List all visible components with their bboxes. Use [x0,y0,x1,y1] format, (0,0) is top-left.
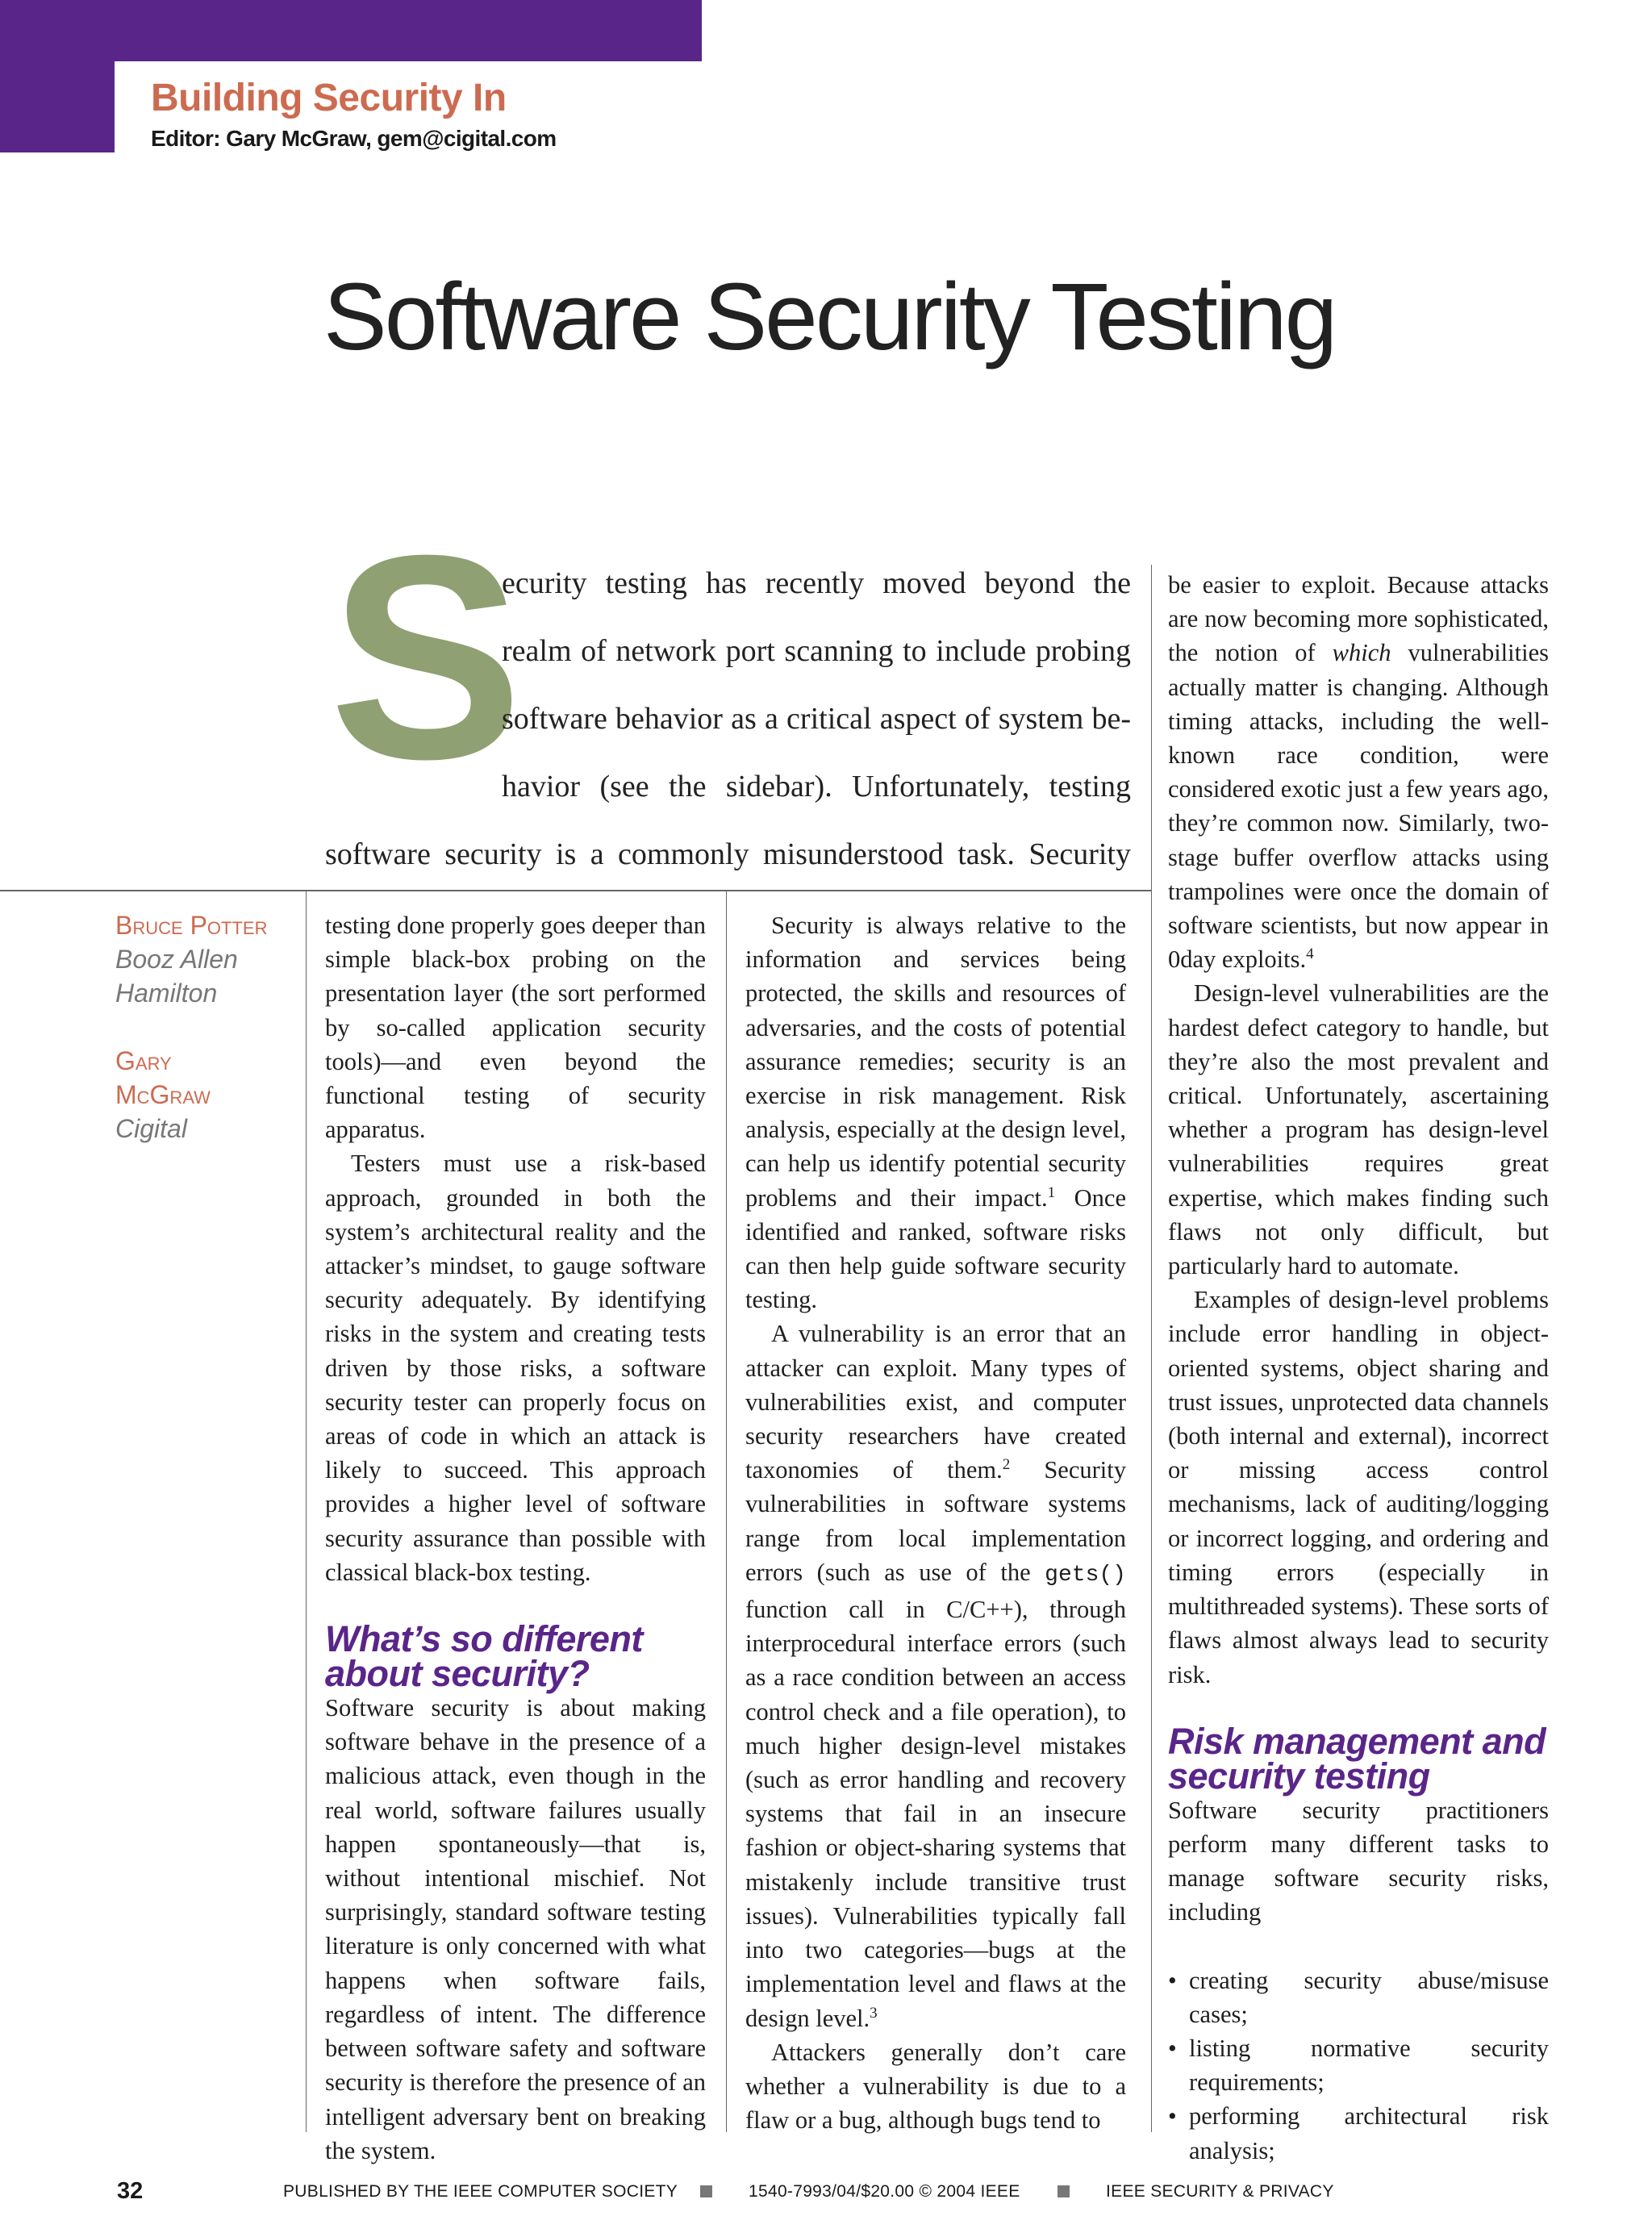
header-purple-tab [0,61,115,152]
paragraph [745,1317,1126,2035]
text-run: Security is always relative to the information and services being protected, the skills and resources of adversaries, and the costs of potential assurance remedies; security is an exercise in risk management. Risk analysis, especially at the design level, can help us identify potential security problems and their impact. [745,912,1126,1212]
list-item: • listing normative security requirements; [1168,2031,1549,2099]
page-footer [0,2178,1652,2206]
footnote-ref: 2 [1002,1456,1011,1474]
department-editor: Editor: Gary McGraw, gem@cigital.com [151,126,557,151]
list-item: • creating security abuse/misuse cases; [1168,1964,1549,2031]
author-name: Gary [115,1046,172,1075]
author-name: McGraw [115,1080,211,1109]
paragraph: Software security practitioners perform many different tasks to manage software security risks, including [1168,1796,1549,1926]
footnote-ref: 4 [1306,945,1314,963]
paragraph: Attackers generally don’t care whether a vulnerability is due to a flaw or a bug, although bugs tend to [745,2038,1126,2135]
lead-line: software behavior as a critical aspect of system be- [502,702,1131,736]
paragraph: Software security is about making software behave in the presence of a malicious attack, even though in the real world, software failures usually happen spontaneously—that is, without intentional mischief. Not surprisingly, standard software testing literature is only concerned with what happens when software fails, regardless of intent. The difference between software safety and software security is therefore the presence of an intelligent adversary bent on breaking the system. [325,1694,706,2164]
footnote-ref: 3 [870,2004,878,2022]
divider-horizontal [0,890,1151,891]
text-run: Security vulnerabilities in software systems range from local implementation errors (such as use of the [745,1456,1126,1586]
emphasis: which [1332,639,1391,667]
column-divider-2 [726,890,727,2132]
page-number: 32 [117,2178,144,2204]
text-run: function call in C/C++), through interprocedural interface errors (such as a race condition between an access control check and a file operation), to much higher design-level mistakes (such as error handling and recovery systems that fail in an insecure fashion or object-sharing systems that mistakenly include transitive trust issues). Vulnerabilities typically fall into two categories—bugs at the implementation level and flaws at the design level. [745,1596,1126,2032]
section-heading: What’s so different about security? [325,1618,643,1695]
header-purple-bar [0,0,702,61]
column-divider-3 [1151,565,1152,2132]
footer-magazine: IEEE SECURITY & PRIVACY [1106,2182,1334,2201]
author-affiliation: Hamilton [115,979,218,1008]
footnote-ref: 1 [1047,1183,1056,1201]
article-title: Software Security Testing [323,264,1336,370]
footer-publisher: PUBLISHED BY THE IEEE COMPUTER SOCIETY [283,2182,678,2201]
department-title: Building Security In [151,77,507,119]
body-column-2 [745,908,1126,2137]
footer-issn: 1540-7993/04/$20.00 © 2004 IEEE [749,2182,1020,2201]
text-run: A vulnerability is an error that an attacker can exploit. Many types of vulnerabilities exist, and computer security researchers have created taxonomies of them. [745,1320,1126,1484]
paragraph: Examples of design-level problems include error handling in object-oriented systems, object sharing and trust issues, unprotected data channels (both internal and external), incorrect or missing access control mechanisms, lack of auditing/logging or incorrect logging, and ordering and timing errors (especially in multithreaded systems). These sorts of flaws almost always lead to security risk. [1168,1286,1549,1688]
header-tab-cutout-right [702,61,1652,152]
text-run: Once identified and ranked, software risks can then help guide software security testing. [745,1183,1126,1314]
paragraph [745,908,1126,1317]
author-block [115,908,293,1146]
text-run: be easier to exploit. Because attacks are now becoming more sophisticated, the notion of [1168,571,1549,667]
lead-line: havior (see the sidebar). Unfortunately, testing [502,770,1131,803]
paragraph [1168,568,1549,976]
footer-separator [700,2185,712,2197]
paragraph: Design-level vulnerabilities are the hardest defect category to handle, but they’re also the most prevalent and critical. Unfortunately, ascertaining whether a program has design-level vulnerabilities requires great expertise, which makes finding such flaws not only difficult, but particularly hard to automate. [1168,979,1549,1280]
column-divider-1 [306,890,307,2132]
lead-line: ecurity testing has recently moved beyond the [502,566,1131,600]
author-affiliation: Booz Allen [115,945,238,974]
section-heading: Risk management and security testing [1168,1720,1546,1797]
body-column-1 [325,908,706,2168]
lead-line: realm of network port scanning to include probing [502,634,1131,668]
body-column-3 [1168,568,1549,2168]
paragraph: testing done properly goes deeper than simple black-box probing on the presentation layer (the sort performed by so-called application security tools)—and even beyond the functional testing of security apparatus. [325,912,706,1144]
paragraph: Testers must use a risk-based approach, grounded in both the system’s architectural reality and the attacker’s mindset, to gauge software security adequately. By identifying risks in the system and creating tests driven by those risks, a software security tester can properly focus on areas of code in which an attack is likely to succeed. This approach provides a higher level of software security assurance than possible with classical black-box testing. [325,1150,706,1586]
footer-separator [1058,2185,1070,2197]
lead-line: software security is a commonly misunderstood task. Security [325,837,1131,871]
author-name: Bruce Potter [115,911,268,940]
text-run: vulnerabilities actually matter is changing. Although timing attacks, including the well-known race condition, were considered exotic just a few years ago, they’re common now. Similarly, two-stage buffer overflow attacks using trampolines were once the domain of software scientists, but now appear in 0day exploits. [1168,639,1549,974]
bullet-list [1168,1964,1549,2168]
drop-cap: S [329,495,519,820]
code-snippet: gets() [1045,1562,1126,1588]
author-affiliation: Cigital [115,1114,187,1143]
list-item: • performing architectural risk analysis; [1168,2099,1549,2167]
